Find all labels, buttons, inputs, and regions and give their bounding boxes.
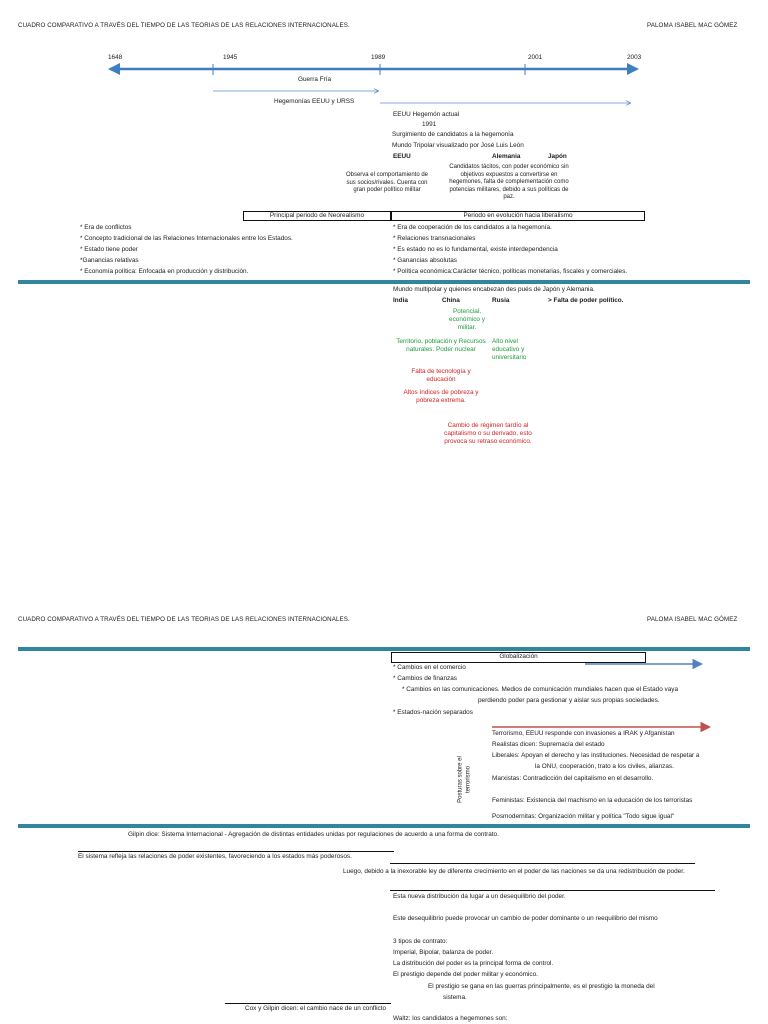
multipolar-text: Mundo multipolar y quienes encabezan des pués de Japón y Alemania. — [393, 286, 595, 293]
section-divider — [18, 824, 750, 828]
prestigio-guerras-cont: sistema. — [443, 994, 467, 1001]
rule-line — [390, 863, 695, 864]
realistas-text: Realistas dicen: Supremacía del estado — [492, 741, 605, 748]
cox-gilpin-text: Cox y Gilpin dicen: el cambio nace de un conflicto — [245, 1005, 387, 1012]
luego-text: Luego, debido a la inexorable ley de diferente crecimiento en el poder de las naciones se da una redistribución de poder. — [343, 868, 685, 875]
marxistas-text: Marxistas: Contradicción del capitalismo en el desarrollo. — [492, 775, 654, 782]
page1-header-author: PALOMA ISABEL MAC GÓMEZ — [647, 22, 738, 29]
gilpin-text: Gilpin dice: Sistema Internacional - Agregación de distintas entidades unidas por regulaciones de acuerdo a una forma de contrato. — [128, 831, 499, 838]
year-label: 2003 — [627, 54, 642, 61]
cambios-finanzas: * Cambios de finanzas — [393, 675, 457, 682]
list-item: * Relaciones transnacionales — [393, 235, 476, 242]
list-item: * Estado tiene poder — [80, 246, 138, 253]
posmodernitas-text: Posmodernitas: Organización militar y política "Todo sigue igual" — [492, 813, 675, 820]
col-india: India — [393, 297, 408, 304]
surgimiento-text: Surgimiento de candidatos a la hegemonía — [392, 131, 514, 138]
neorealismo-box: Principal periodo de Neorealismo — [243, 211, 391, 221]
cambios-comunicaciones-cont: perdiendo poder para gestionar y aislar sus propias sociedades. — [478, 697, 660, 704]
year-label: 1648 — [108, 54, 123, 61]
desequilibrio-text: Este desequilibrio puede provocar un cambio de poder dominante o un reequilibrio del mismo — [393, 915, 658, 922]
list-item: * Es estado no es lo fundamental, existe interdependencia — [393, 246, 558, 253]
year-1991: 1991 — [422, 121, 437, 128]
hegemonias-label: Hegemonías EEUU y URSS — [274, 98, 355, 105]
eeuu-hegemon: EEUU Hegemón actual — [393, 111, 460, 118]
india-territorio-text: Territorio, población y Recursos naturales. Poder nuclear — [396, 338, 486, 353]
year-label: 2001 — [528, 54, 543, 61]
imperial-text: Imperial, Bipolar, balanza de poder. — [393, 949, 494, 956]
guerra-fria-label: Guerra Fría — [298, 76, 332, 83]
col-rusia: Rusia — [492, 297, 510, 304]
observa-text: Observa el comportamiento de sus socios/rivales. Cuenta con gran poder político militar — [345, 172, 429, 193]
list-item: * Era de cooperación de los candidatos a la hegemonía. — [393, 224, 552, 231]
falta-poder-text: > Falta de poder político. — [548, 297, 624, 304]
section-divider — [18, 280, 750, 284]
rule-line — [78, 851, 394, 852]
liberales-text-cont: la ONU, cooperación, trato a los civiles, alianzas. — [535, 763, 674, 770]
rusia-alto-nivel-text: Alto nivel educativo y universitario — [492, 338, 527, 361]
page2-header-title: CUADRO COMPARATIVO A TRAVÉS DEL TIEMPO DE LAS TEORIAS DE LAS RELACIONES INTERNACIONALES. — [18, 616, 350, 623]
list-item: * Política económica:Carácter técnico, políticas monetarias, fiscales y comerciales. — [393, 268, 628, 275]
feministas-text: Feministas: Existencia del machismo en la educación de los terroristas — [492, 797, 693, 804]
page1-header-title: CUADRO COMPARATIVO A TRAVÉS DEL TIEMPO DE LAS TEORIAS DE LAS RELACIONES INTERNACIONALES. — [18, 22, 350, 29]
posturas-vertical-label: Posturas sobre el terrorismo — [457, 756, 471, 803]
terrorismo-text: Terrorismo, EEUU responde con invasiones a IRAK y Afganistan — [492, 730, 675, 737]
rusia-cambio-regimen-text: Cambio de régimen tardío al capitalismo o su derivado, esto provoca su retraso económico. — [444, 422, 532, 445]
timeline — [108, 63, 639, 75]
sistema-refleja-text: El sistema refleja las relaciones de poder existentes, favoreciendo a los estados más poderosos. — [78, 853, 352, 860]
china-potencial-text: Potencial, económico y militar. — [449, 308, 485, 331]
liberalismo-box: Periodo en evolución hacia liberalismo — [391, 211, 645, 221]
nueva-distribucion-text: Esta nueva distribución da lugar a un desequilibrio del poder. — [393, 893, 566, 900]
liberales-text: Liberales: Apoyan el derecho y las instituciones. Necesidad de respetar a — [492, 752, 700, 759]
col-china: China — [442, 297, 460, 304]
list-item: *Ganancias relativas — [80, 257, 139, 264]
year-label: 1945 — [223, 54, 238, 61]
page2-header-author: PALOMA ISABEL MAC GÓMEZ — [647, 616, 738, 623]
list-item: * Concepto tradicional de las Relaciones Internacionales entre los Estados. — [80, 235, 293, 242]
col-japon: Japón — [548, 153, 567, 160]
list-item: * Economía política: Enfocada en producción y distribución. — [80, 268, 249, 275]
timeline-right-arrow-icon — [627, 63, 639, 75]
prestigio-guerras-text: El prestigio se gana en las guerras principalmente, es el prestigio la moneda del — [428, 983, 655, 990]
mundo-tripolar-text: Mundo Tripolar visualizado por José Luis León — [392, 142, 524, 149]
rule-line — [225, 1003, 391, 1004]
india-pobreza-text: Altos índices de pobreza y pobreza extrema. — [403, 389, 479, 404]
waltz-text: Waltz: los candidatos a hegemones son: — [393, 1015, 508, 1022]
section-divider — [18, 647, 750, 651]
list-item: * Ganancias absolutas — [393, 257, 457, 264]
estados-nacion: * Estados-nación separados — [393, 709, 473, 716]
timeline-left-arrow-icon — [108, 63, 120, 75]
list-item: * Era de conflictos — [80, 224, 132, 231]
cambios-comunicaciones: * Cambios en las comunicaciones. Medios de comunicación mundiales hacen que el Estado vaya — [402, 686, 679, 693]
col-alemania: Alemania — [492, 153, 521, 160]
india-falta-tecnologia-text: Falta de tecnología y educación — [411, 368, 471, 383]
year-label: 1989 — [371, 54, 386, 61]
globalizacion-box: Globalización — [391, 652, 646, 663]
cambios-comercio: * Cambios en el comercio — [393, 664, 466, 671]
tipos-contrato-text: 3 tipos de contrato: — [393, 938, 448, 945]
prestigio-text: El prestigio depende del poder militar y económico. — [393, 971, 538, 978]
candidatos-text: Candidatos tácitos, con poder económico sin objetivos expuestos a convertirse en hegemones, falta de complementación como potencias militares, debido a sus políticas de paz. — [449, 164, 569, 200]
col-eeuu: EEUU — [393, 153, 411, 160]
rule-line — [390, 890, 715, 891]
distribucion-poder-text: La distribución del poder es la principal forma de control. — [393, 960, 554, 967]
